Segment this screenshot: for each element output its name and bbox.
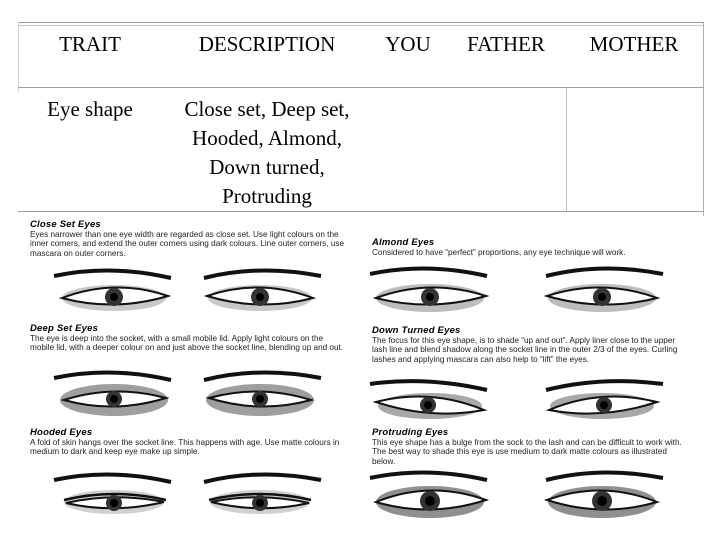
trait-cell: Eye shape — [47, 97, 133, 121]
description-line: Hooded, Almond, — [192, 126, 342, 150]
panel-deep-set — [22, 320, 359, 422]
panel-title: Hooded Eyes — [30, 427, 93, 438]
description-line: Down turned, — [209, 155, 325, 179]
panel-almond — [364, 234, 701, 336]
description-line: Protruding — [222, 184, 312, 208]
panel-title: Almond Eyes — [372, 237, 435, 248]
panel-down-turned — [364, 322, 701, 424]
panel-protruding — [364, 424, 701, 526]
eye-illustration — [366, 378, 491, 424]
row-divider — [18, 211, 704, 212]
header-mother: MOTHER — [589, 32, 679, 56]
panel-close-set — [22, 216, 359, 318]
slide-top-rule — [18, 22, 704, 23]
panel-description: Considered to have “perfect” proportions, any eye technique will work. — [372, 248, 626, 257]
eye-shape-chart — [22, 216, 704, 527]
header-father: FATHER — [467, 32, 545, 56]
eye-illustration — [50, 470, 175, 520]
column-divider — [566, 88, 567, 212]
panel-description: This eye shape has a bulge from the sock to the lash and can be difficult to work with. The best way to shade this eye is use medium to dark matte colours as illustrated below. — [372, 438, 682, 466]
header-description: DESCRIPTION — [198, 32, 336, 56]
eye-illustration — [200, 470, 325, 520]
header-trait: TRAIT — [59, 32, 121, 56]
header-divider — [18, 87, 704, 88]
eye-illustration — [366, 468, 491, 520]
panel-description: Eyes narrower than one eye width are regarded as close set. Use light colours on the inner corners, and extend the outer corners using dark colours. Line outer corners, use mascara on outer corners. — [30, 230, 345, 258]
panel-title: Protruding Eyes — [372, 427, 449, 438]
header-you: YOU — [385, 32, 431, 56]
panel-description: The focus for this eye shape, is to shade “up and out”. Apply liner close to the upper lash line and blend shadow along the socket line in the outer 2/3 of the eyes. Curling lashes and applying mascara can also help to “lift” the eyes. — [372, 336, 678, 364]
eye-illustration — [200, 368, 325, 418]
trait-table — [18, 26, 704, 212]
description-line: Close set, Deep set, — [184, 97, 350, 121]
eye-illustration — [200, 266, 325, 314]
panel-title: Down Turned Eyes — [372, 325, 461, 336]
eye-illustration — [50, 266, 175, 314]
eye-illustration — [542, 264, 667, 314]
panel-title: Deep Set Eyes — [30, 323, 99, 334]
panel-description: A fold of skin hangs over the socket line. This happens with age. Use matte colours in medium to dark and keep eye make up simple. — [30, 438, 340, 457]
panel-title: Close Set Eyes — [30, 219, 101, 230]
panel-description: The eye is deep into the socket, with a small mobile lid. Apply light colours on the mobile lid, with a deeper colour on and just above the socket line, blending up and out. — [30, 334, 344, 353]
eye-illustration — [542, 468, 667, 520]
panel-hooded — [22, 424, 359, 526]
eye-illustration — [542, 378, 667, 424]
eye-illustration — [50, 368, 175, 418]
eye-illustration — [366, 264, 491, 314]
description-cell — [158, 95, 376, 211]
